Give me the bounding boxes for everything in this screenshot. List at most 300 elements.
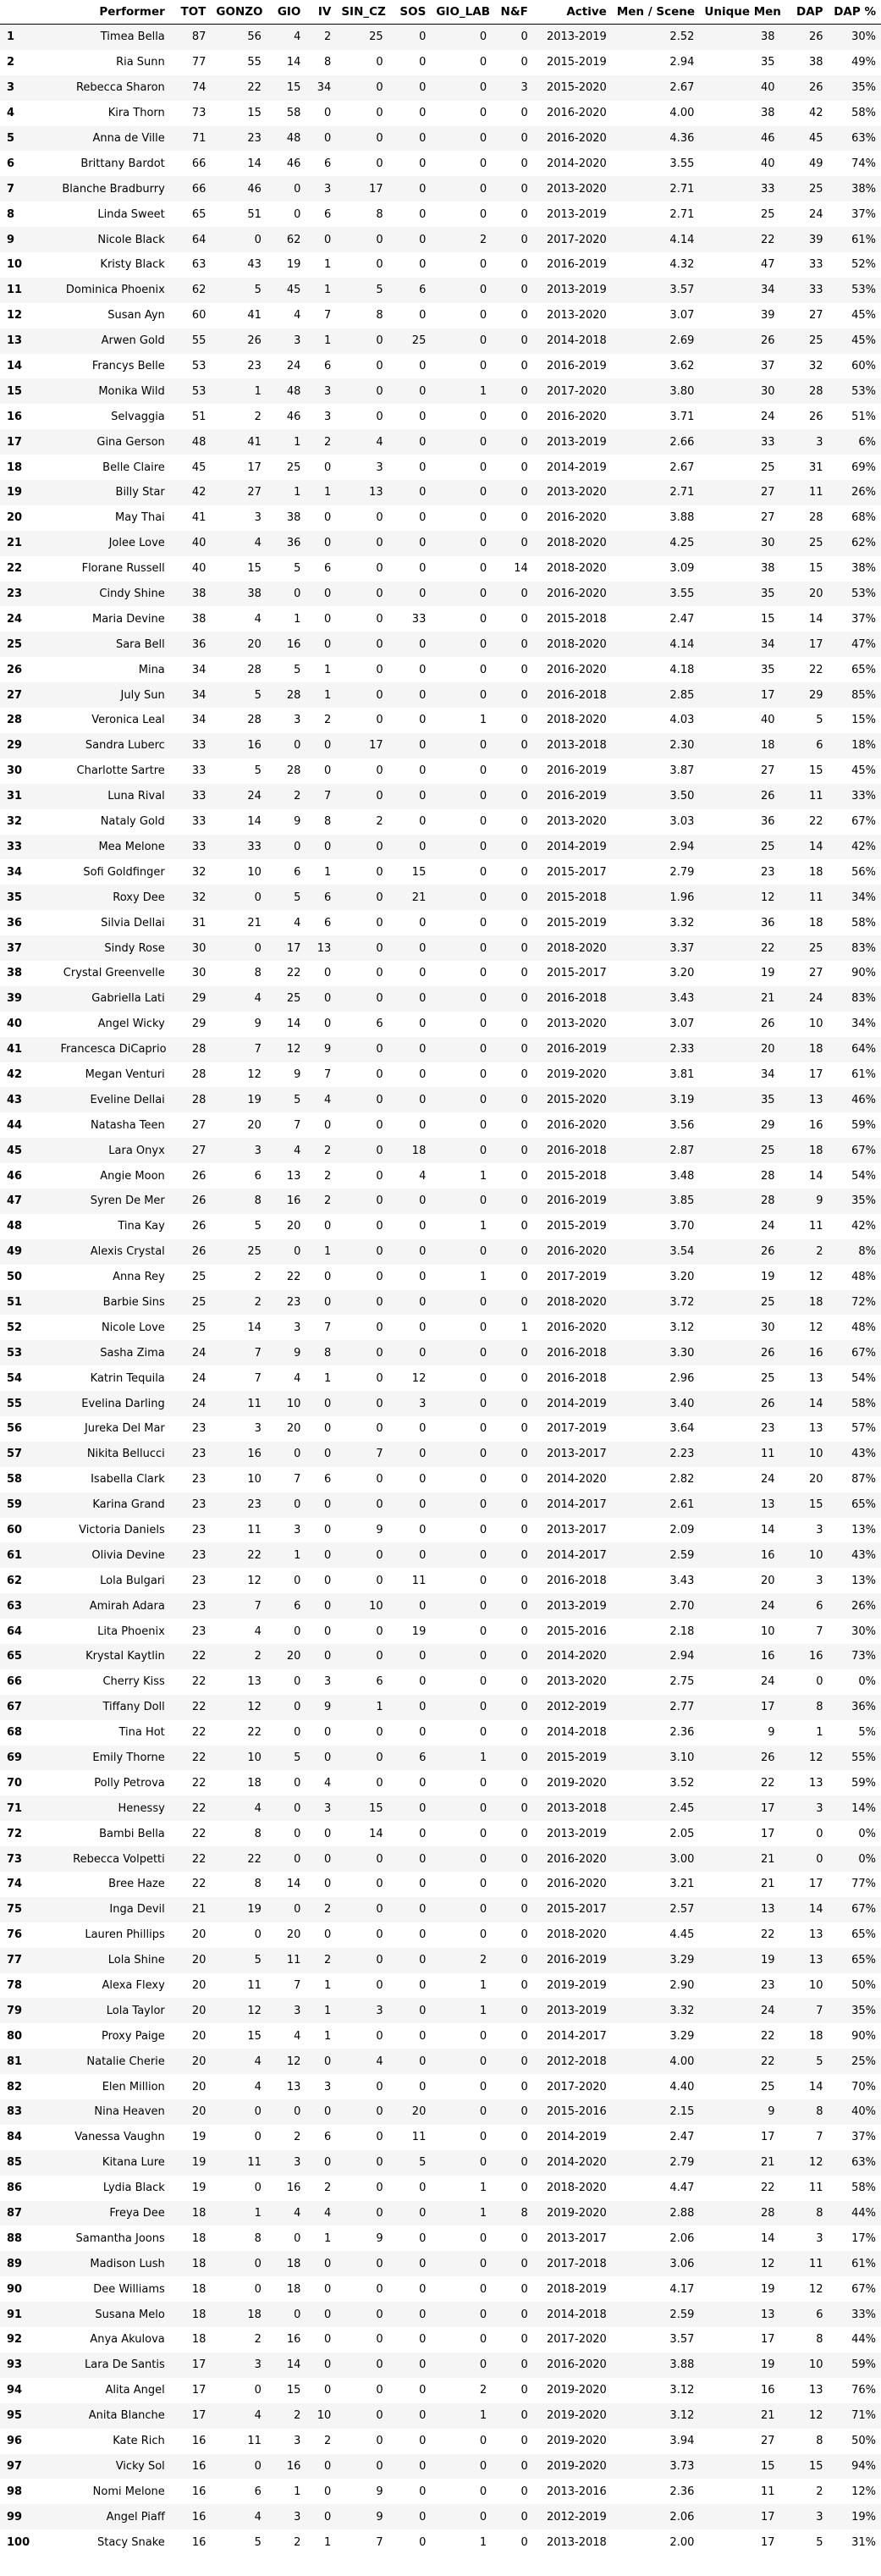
table-row xyxy=(0,1315,881,1340)
table-cell: 0 xyxy=(419,511,427,525)
table-cell: 22 xyxy=(191,1776,206,1790)
table-cell: 20 xyxy=(286,1928,301,1942)
table-cell: 0 xyxy=(294,739,301,753)
row-index: 50 xyxy=(7,1271,23,1284)
table-cell: 42 xyxy=(809,107,823,120)
table-cell: Kristy Black xyxy=(100,258,165,272)
table-cell: 3 xyxy=(294,1523,301,1536)
table-cell: Cindy Shine xyxy=(99,587,165,601)
table-cell: 56% xyxy=(851,865,876,879)
table-cell: 29 xyxy=(191,992,206,1006)
table-cell: 0 xyxy=(520,486,528,499)
table-cell: 25 xyxy=(760,461,775,474)
table-cell: 0 xyxy=(520,1498,528,1512)
table-cell: 0 xyxy=(294,1498,301,1512)
table-cell: 0 xyxy=(376,790,383,803)
table-cell: 0 xyxy=(419,2535,427,2549)
table-cell: 0 xyxy=(520,1043,528,1056)
table-cell: 2015-2018 xyxy=(546,891,607,904)
table-cell: 38 xyxy=(760,30,775,44)
table-cell: 7 xyxy=(324,309,332,323)
table-cell: 0 xyxy=(520,258,528,272)
table-cell: Belle Claire xyxy=(102,461,165,474)
table-cell: 13 xyxy=(247,1675,262,1689)
table-row xyxy=(0,480,881,505)
table-cell: Blanche Bradburry xyxy=(62,182,165,196)
table-cell: 2019-2020 xyxy=(546,2435,607,2448)
table-cell: 3 xyxy=(254,2358,262,2372)
table-cell: 0 xyxy=(294,1827,301,1840)
table-cell: 20 xyxy=(286,1422,301,1436)
table-cell: Francesca DiCaprio xyxy=(60,1043,167,1056)
table-cell: 0 xyxy=(294,1776,301,1790)
table-cell: 18 xyxy=(286,2282,301,2296)
table-cell: 7 xyxy=(816,2131,823,2144)
table-cell: 6 xyxy=(254,2485,262,2498)
row-index: 18 xyxy=(7,461,23,474)
table-row xyxy=(0,1897,881,1922)
table-cell: 2015-2019 xyxy=(546,916,607,929)
table-cell: 4.14 xyxy=(669,233,695,246)
table-cell: 12 xyxy=(247,1574,262,1587)
table-cell: 15 xyxy=(247,562,262,576)
table-cell: 14 xyxy=(809,840,823,853)
table-cell: 0 xyxy=(376,2029,383,2043)
table-cell: 4 xyxy=(294,1371,301,1385)
table-cell: 0 xyxy=(520,2384,528,2397)
table-row xyxy=(0,1062,881,1088)
table-cell: 0 xyxy=(520,1295,528,1309)
table-cell: 87 xyxy=(191,30,206,44)
table-cell: 46 xyxy=(286,157,301,170)
table-cell: 0 xyxy=(520,1548,528,1562)
table-cell: 3.57 xyxy=(669,2333,695,2347)
row-index: 4 xyxy=(7,107,15,120)
table-cell: 0 xyxy=(376,1979,383,1993)
table-cell: 25 xyxy=(809,182,823,196)
table-cell: 2.36 xyxy=(669,1726,695,1740)
row-index: 76 xyxy=(7,1928,23,1942)
table-cell: 3.94 xyxy=(669,2435,695,2448)
row-index: 36 xyxy=(7,916,23,929)
table-cell: 41 xyxy=(247,309,262,323)
table-cell: 17 xyxy=(760,1827,775,1840)
table-cell: 14 xyxy=(247,815,262,829)
table-cell: 3.81 xyxy=(669,1067,695,1081)
table-cell: 0 xyxy=(254,2282,262,2296)
row-index: 80 xyxy=(7,2029,23,2043)
table-cell: 1.96 xyxy=(669,891,695,904)
table-cell: 34 xyxy=(760,1067,775,1081)
table-cell: 19 xyxy=(191,2131,206,2144)
table-row xyxy=(0,1290,881,1316)
table-row xyxy=(0,1973,881,1999)
table-cell: 4.14 xyxy=(669,637,695,651)
table-cell: 20 xyxy=(191,2029,206,2043)
table-cell: 16 xyxy=(760,1650,775,1663)
table-cell: 23 xyxy=(191,1448,206,1461)
table-cell: 12 xyxy=(809,1751,823,1764)
table-cell: 22 xyxy=(191,1827,206,1840)
table-cell: 50% xyxy=(851,2435,876,2448)
table-cell: 16 xyxy=(809,1346,823,1360)
table-cell: 0 xyxy=(376,511,383,525)
table-cell: 85% xyxy=(851,688,876,702)
table-cell: 12 xyxy=(286,1043,301,1056)
table-cell: 14 xyxy=(247,1321,262,1334)
table-cell: 2.15 xyxy=(669,2105,695,2119)
table-cell: 2 xyxy=(324,30,332,44)
table-cell: 2014-2020 xyxy=(546,1473,607,1487)
table-cell: 1 xyxy=(324,663,332,676)
table-cell: 9 xyxy=(376,2510,383,2524)
table-cell: 71% xyxy=(851,2409,876,2423)
table-cell: 0 xyxy=(419,663,427,676)
table-cell: 22 xyxy=(760,2182,775,2195)
table-cell: 58% xyxy=(851,2182,876,2195)
row-index: 38 xyxy=(7,967,23,980)
table-cell: 2.36 xyxy=(669,2485,695,2498)
table-row xyxy=(0,1416,881,1442)
row-index: 91 xyxy=(7,2308,23,2321)
table-cell: 9 xyxy=(324,1701,332,1714)
table-cell: 3.12 xyxy=(669,2409,695,2423)
table-cell: 2016-2020 xyxy=(546,410,607,423)
table-cell: 4 xyxy=(254,1801,262,1815)
table-cell: 8 xyxy=(254,1878,262,1891)
table-cell: 34 xyxy=(191,663,206,676)
row-index: 22 xyxy=(7,562,23,576)
table-cell: 34 xyxy=(760,637,775,651)
table-cell: 9 xyxy=(254,1018,262,1031)
table-cell: 0 xyxy=(419,2358,427,2372)
row-index: 11 xyxy=(7,284,23,297)
table-cell: 0 xyxy=(376,1295,383,1309)
table-cell: 16 xyxy=(247,739,262,753)
table-cell: 9 xyxy=(294,1067,301,1081)
table-cell: 0 xyxy=(419,1018,427,1031)
table-cell: 23 xyxy=(247,360,262,373)
row-index: 33 xyxy=(7,840,23,853)
row-index: 12 xyxy=(7,309,23,323)
table-cell: 0 xyxy=(376,1878,383,1891)
row-index: 7 xyxy=(7,182,15,196)
table-cell: 0 xyxy=(479,815,487,829)
table-cell: 0 xyxy=(479,360,487,373)
table-cell: 26 xyxy=(760,334,775,348)
table-row xyxy=(0,1568,881,1593)
table-cell: 9 xyxy=(294,815,301,829)
table-row xyxy=(0,784,881,809)
table-cell: Mina xyxy=(138,663,165,676)
table-cell: 0 xyxy=(419,2384,427,2397)
table-row xyxy=(0,632,881,657)
table-cell: 61% xyxy=(851,1067,876,1081)
table-cell: 8 xyxy=(816,2207,823,2220)
table-cell: 37% xyxy=(851,207,876,221)
table-cell: 0 xyxy=(419,1067,427,1081)
table-cell: 23 xyxy=(191,1574,206,1587)
table-cell: 66 xyxy=(191,157,206,170)
table-cell: 2014-2020 xyxy=(546,2156,607,2170)
table-row xyxy=(0,1087,881,1112)
table-cell: 19 xyxy=(411,1624,427,1638)
table-cell: 0 xyxy=(376,1954,383,1967)
table-cell: 0 xyxy=(254,233,262,246)
table-cell: 0 xyxy=(376,637,383,651)
column-header: GIO xyxy=(267,0,306,25)
table-cell: 11 xyxy=(247,1979,262,1993)
table-cell: 0 xyxy=(520,1928,528,1942)
table-cell: 12 xyxy=(247,2004,262,2017)
table-cell: 14 xyxy=(760,1523,775,1536)
table-row xyxy=(0,606,881,632)
table-cell: Nicole Love xyxy=(101,1321,165,1334)
table-cell: 0 xyxy=(254,2105,262,2119)
row-index: 24 xyxy=(7,612,23,626)
row-index: 32 xyxy=(7,815,23,829)
table-cell: 2 xyxy=(324,714,332,727)
table-cell: 87% xyxy=(851,1473,876,1487)
table-cell: 0 xyxy=(419,1245,427,1259)
table-cell: 0 xyxy=(479,1245,487,1259)
table-cell: 25 xyxy=(809,334,823,348)
table-cell: 0 xyxy=(376,1776,383,1790)
table-cell: 22 xyxy=(191,1701,206,1714)
table-row xyxy=(0,126,881,152)
table-row xyxy=(0,1593,881,1619)
table-cell: 0 xyxy=(520,461,528,474)
table-cell: 0 xyxy=(419,1220,427,1233)
table-cell: 0 xyxy=(520,1776,528,1790)
table-cell: 0 xyxy=(479,1903,487,1917)
table-cell: 0 xyxy=(520,1751,528,1764)
table-cell: 0 xyxy=(324,637,332,651)
row-index: 62 xyxy=(7,1574,23,1587)
table-cell: 0 xyxy=(479,2308,487,2321)
table-cell: 2.75 xyxy=(669,1675,695,1689)
row-index: 26 xyxy=(7,663,23,676)
table-cell: 0 xyxy=(520,384,528,398)
table-cell: 54% xyxy=(851,1169,876,1183)
table-cell: 0 xyxy=(419,2207,427,2220)
table-cell: 35 xyxy=(760,56,775,69)
table-cell: 7 xyxy=(324,790,332,803)
column-header: SOS xyxy=(388,0,432,25)
table-cell: 0 xyxy=(419,840,427,853)
table-cell: 0 xyxy=(520,284,528,297)
table-cell: 2013-2020 xyxy=(546,486,607,499)
row-index: 78 xyxy=(7,1979,23,1993)
table-cell: 3.88 xyxy=(669,511,695,525)
row-index: 60 xyxy=(7,1523,23,1536)
table-cell: 2013-2020 xyxy=(546,1675,607,1689)
table-row xyxy=(0,935,881,961)
table-cell: 0 xyxy=(324,612,332,626)
table-cell: 0 xyxy=(324,1650,332,1663)
table-cell: 0 xyxy=(376,2333,383,2347)
table-cell: 16 xyxy=(286,637,301,651)
table-cell: 2018-2020 xyxy=(546,714,607,727)
table-cell: 66 xyxy=(191,182,206,196)
table-cell: 17 xyxy=(809,1878,823,1891)
table-cell: 0 xyxy=(520,2080,528,2093)
table-cell: 46 xyxy=(286,410,301,423)
table-cell: 3.37 xyxy=(669,941,695,955)
table-cell: Syren De Mer xyxy=(90,1194,165,1208)
table-cell: 0 xyxy=(479,2080,487,2093)
row-index: 96 xyxy=(7,2435,23,2448)
table-cell: 0 xyxy=(376,612,383,626)
table-cell: 9 xyxy=(768,2105,775,2119)
table-cell: 25 xyxy=(191,1271,206,1284)
table-row xyxy=(0,2251,881,2276)
table-cell: 2015-2019 xyxy=(546,56,607,69)
table-cell: 0 xyxy=(376,258,383,272)
table-cell: 28 xyxy=(191,1093,206,1106)
table-cell: 0 xyxy=(419,941,427,955)
table-cell: 2015-2020 xyxy=(546,81,607,95)
table-cell: 0 xyxy=(376,1321,383,1334)
table-cell: 3.06 xyxy=(669,2257,695,2270)
table-cell: 3.43 xyxy=(669,1574,695,1587)
table-cell: 0 xyxy=(479,1093,487,1106)
table-cell: Megan Venturi xyxy=(85,1067,165,1081)
table-cell: 2 xyxy=(324,1903,332,1917)
row-index: 30 xyxy=(7,764,23,778)
table-cell: Isabella Clark xyxy=(91,1473,165,1487)
table-cell: Victoria Daniels xyxy=(79,1523,165,1536)
table-cell: 0 xyxy=(376,1574,383,1587)
table-cell: 8 xyxy=(816,2105,823,2119)
table-cell: 0 xyxy=(419,1523,427,1536)
table-cell: 3.54 xyxy=(669,1245,695,1259)
row-index: 84 xyxy=(7,2131,23,2144)
table-cell: 62% xyxy=(851,537,876,550)
row-index: 93 xyxy=(7,2358,23,2372)
table-cell: Jolee Love xyxy=(108,537,165,550)
row-index: 57 xyxy=(7,1448,23,1461)
table-cell: 0 xyxy=(520,1574,528,1587)
table-cell: 28 xyxy=(286,688,301,702)
table-cell: 24 xyxy=(760,1220,775,1233)
row-index: 73 xyxy=(7,1852,23,1866)
table-cell: 6 xyxy=(419,284,427,297)
row-index: 8 xyxy=(7,207,15,221)
table-cell: 2017-2020 xyxy=(546,384,607,398)
table-cell: 0 xyxy=(479,1852,487,1866)
table-cell: 58% xyxy=(851,916,876,929)
table-cell: 33 xyxy=(809,258,823,272)
table-cell: 20 xyxy=(809,1473,823,1487)
table-cell: 0 xyxy=(520,435,528,449)
table-cell: 0 xyxy=(324,967,332,980)
table-cell: 3 xyxy=(294,714,301,727)
table-cell: 12 xyxy=(411,1371,427,1385)
table-cell: 0 xyxy=(479,1498,487,1512)
table-cell: Mea Melone xyxy=(98,840,165,853)
table-cell: 26 xyxy=(191,1245,206,1259)
table-cell: 6 xyxy=(324,1473,332,1487)
table-cell: 23 xyxy=(247,1498,262,1512)
table-cell: 0 xyxy=(376,537,383,550)
table-row xyxy=(0,2049,881,2074)
table-cell: Proxy Paige xyxy=(101,2029,165,2043)
table-row xyxy=(0,1012,881,1037)
table-cell: 3 xyxy=(324,1801,332,1815)
table-cell: 0% xyxy=(858,1852,876,1866)
table-cell: 23 xyxy=(191,1523,206,1536)
table-cell: 2016-2018 xyxy=(546,688,607,702)
table-cell: 0 xyxy=(520,1979,528,1993)
table-cell: 0 xyxy=(419,2510,427,2524)
table-cell: 5 xyxy=(294,891,301,904)
table-cell: 23 xyxy=(191,1473,206,1487)
table-cell: 0 xyxy=(520,1371,528,1385)
table-cell: 26 xyxy=(191,1169,206,1183)
row-index: 75 xyxy=(7,1903,23,1917)
table-cell: 0 xyxy=(419,1548,427,1562)
table-cell: 9 xyxy=(768,1726,775,1740)
table-cell: 23 xyxy=(191,1599,206,1613)
table-cell: 18 xyxy=(191,2282,206,2296)
table-cell: 13 xyxy=(809,2384,823,2397)
table-cell: 22 xyxy=(760,233,775,246)
table-cell: 0 xyxy=(419,435,427,449)
table-cell: 6 xyxy=(816,739,823,753)
table-cell: 2 xyxy=(816,2485,823,2498)
table-cell: 0 xyxy=(294,1726,301,1740)
table-cell: 0 xyxy=(479,511,487,525)
table-cell: 3 xyxy=(816,2231,823,2245)
table-cell: Nataly Gold xyxy=(100,815,165,829)
row-index: 9 xyxy=(7,233,15,246)
table-cell: 2013-2019 xyxy=(546,1827,607,1840)
table-cell: Tina Hot xyxy=(118,1726,165,1740)
table-cell: 0 xyxy=(376,1548,383,1562)
table-cell: 0 xyxy=(324,2055,332,2068)
table-cell: 11 xyxy=(247,2156,262,2170)
table-cell: 34% xyxy=(851,1018,876,1031)
table-cell: 0 xyxy=(520,334,528,348)
table-cell: 0 xyxy=(479,1675,487,1689)
table-cell: 23 xyxy=(760,1422,775,1436)
table-cell: 5 xyxy=(254,1220,262,1233)
table-cell: Madison Lush xyxy=(90,2257,165,2270)
table-cell: Anna Rey xyxy=(113,1271,165,1284)
table-cell: 0 xyxy=(520,1878,528,1891)
table-cell: Inga Devil xyxy=(109,1903,165,1917)
table-cell: 13 xyxy=(286,2080,301,2093)
table-cell: 0 xyxy=(520,637,528,651)
table-cell: 27 xyxy=(760,764,775,778)
table-cell: 1 xyxy=(324,334,332,348)
table-cell: 11 xyxy=(247,2435,262,2448)
table-cell: 0 xyxy=(419,1043,427,1056)
table-cell: 13 xyxy=(809,1928,823,1942)
table-cell: 25 xyxy=(760,1371,775,1385)
table-cell: 0 xyxy=(419,1194,427,1208)
table-cell: Monika Wild xyxy=(98,384,165,398)
table-cell: 0 xyxy=(520,663,528,676)
table-cell: 6 xyxy=(324,207,332,221)
table-cell: 2 xyxy=(254,1650,262,1663)
table-cell: 0 xyxy=(479,840,487,853)
table-cell: 3.32 xyxy=(669,2004,695,2017)
table-cell: 12 xyxy=(809,2156,823,2170)
table-cell: 0 xyxy=(376,1043,383,1056)
table-cell: 0 xyxy=(294,840,301,853)
